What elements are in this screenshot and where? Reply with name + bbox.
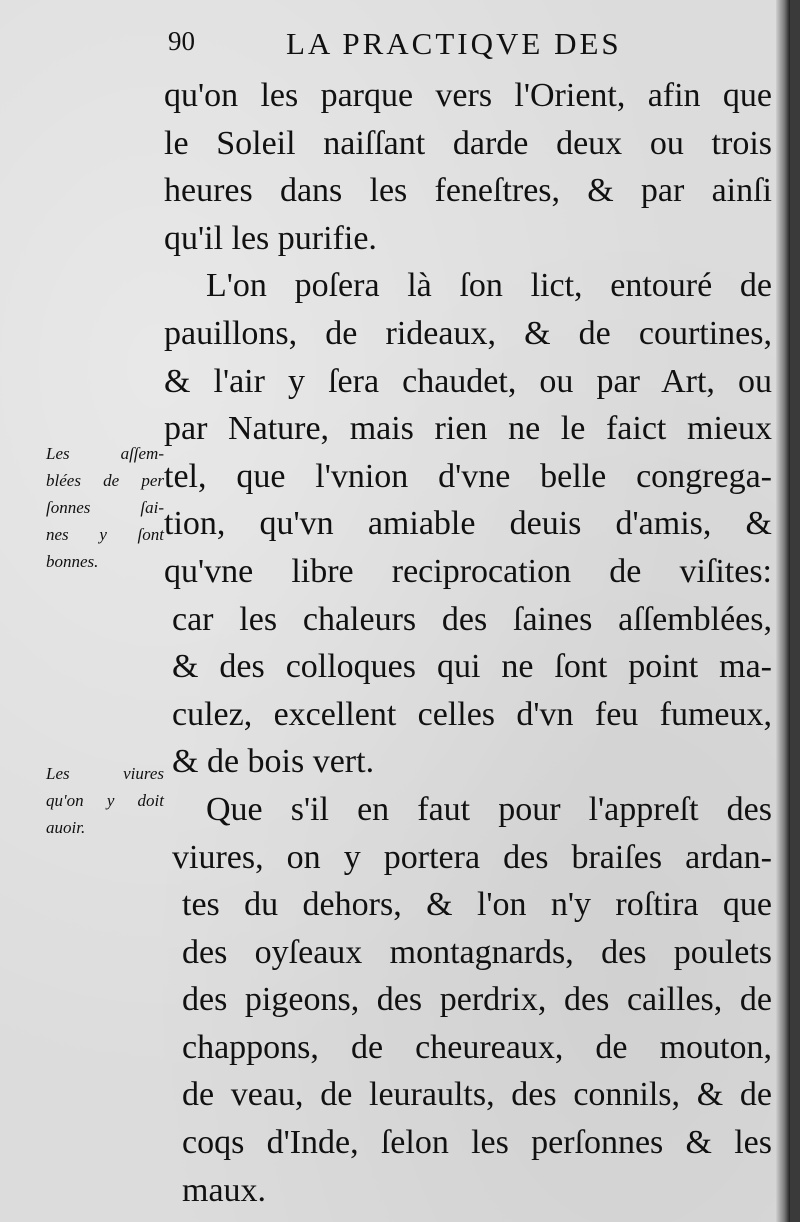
text-line: par Nature, mais rien ne le faict mieux <box>164 410 772 448</box>
page-number: 90 <box>168 26 195 56</box>
text-line: des pigeons, des perdrix, des cailles, de <box>182 981 772 1019</box>
text-line: tel, que l'vnion d'vne belle congrega- <box>164 457 772 495</box>
text-line: de veau, de leuraults, des connils, & de <box>182 1076 772 1114</box>
text-line: culez, excellent celles d'vn feu fumeux, <box>172 695 772 733</box>
text-line: qu'il les purifie. <box>164 219 377 257</box>
margin-note-line: qu'on y doit <box>46 791 164 810</box>
text-line: L'on poſera là ſon lict, entouré de <box>206 267 772 305</box>
text-line: qu'vne libre reciprocation de viſites: <box>164 552 772 590</box>
text-line: qu'on les parque vers l'Orient, afin que <box>164 77 772 114</box>
margin-note-line: blées de per <box>46 471 164 490</box>
body-text <box>164 72 772 1214</box>
text-line: coqs d'Inde, ſelon les perſonnes & les <box>182 1124 772 1162</box>
text-line: tion, qu'vn amiable deuis d'amis, & <box>164 505 772 543</box>
text-line: & l'air y ſera chaudet, ou par Art, ou <box>164 362 772 400</box>
margin-note-line: ſonnes ſai- <box>46 498 164 517</box>
page-header <box>168 26 768 66</box>
text-line: tes du dehors, & l'on n'y roſtira que <box>182 886 772 924</box>
text-line: des oyſeaux montagnards, des poulets <box>182 933 772 971</box>
margin-note-assemblies <box>46 440 164 575</box>
margin-note-line: Les aſſem- <box>46 444 164 463</box>
running-head: LA PRACTIQVE DES <box>286 26 622 61</box>
margin-note-line: auoir. <box>46 818 86 837</box>
text-line: pauillons, de rideaux, & de courtines, <box>164 314 772 352</box>
text-line: & de bois vert. <box>172 743 375 781</box>
text-line: maux. <box>182 1171 267 1209</box>
margin-note-line: Les viures <box>46 764 164 783</box>
text-line: heures dans les feneſtres, & par ainſi <box>164 172 772 210</box>
margin-note-line: nes y ſont <box>46 525 164 544</box>
text-line: car les chaleurs des ſaines aſſemblées, <box>172 600 772 638</box>
page-edge-shadow <box>776 0 790 1222</box>
margin-note-provisions <box>46 760 164 841</box>
text-line: Que s'il en faut pour l'appreſt des <box>206 790 772 828</box>
text-line: chappons, de cheureaux, de mouton, <box>182 1028 772 1066</box>
text-line: le Soleil naiſſant darde deux ou trois <box>164 124 772 162</box>
text-line: & des colloques qui ne ſont point ma- <box>172 648 772 686</box>
margin-note-line: bonnes. <box>46 552 99 571</box>
text-line: viures, on y portera des braiſes ardan- <box>172 838 772 876</box>
